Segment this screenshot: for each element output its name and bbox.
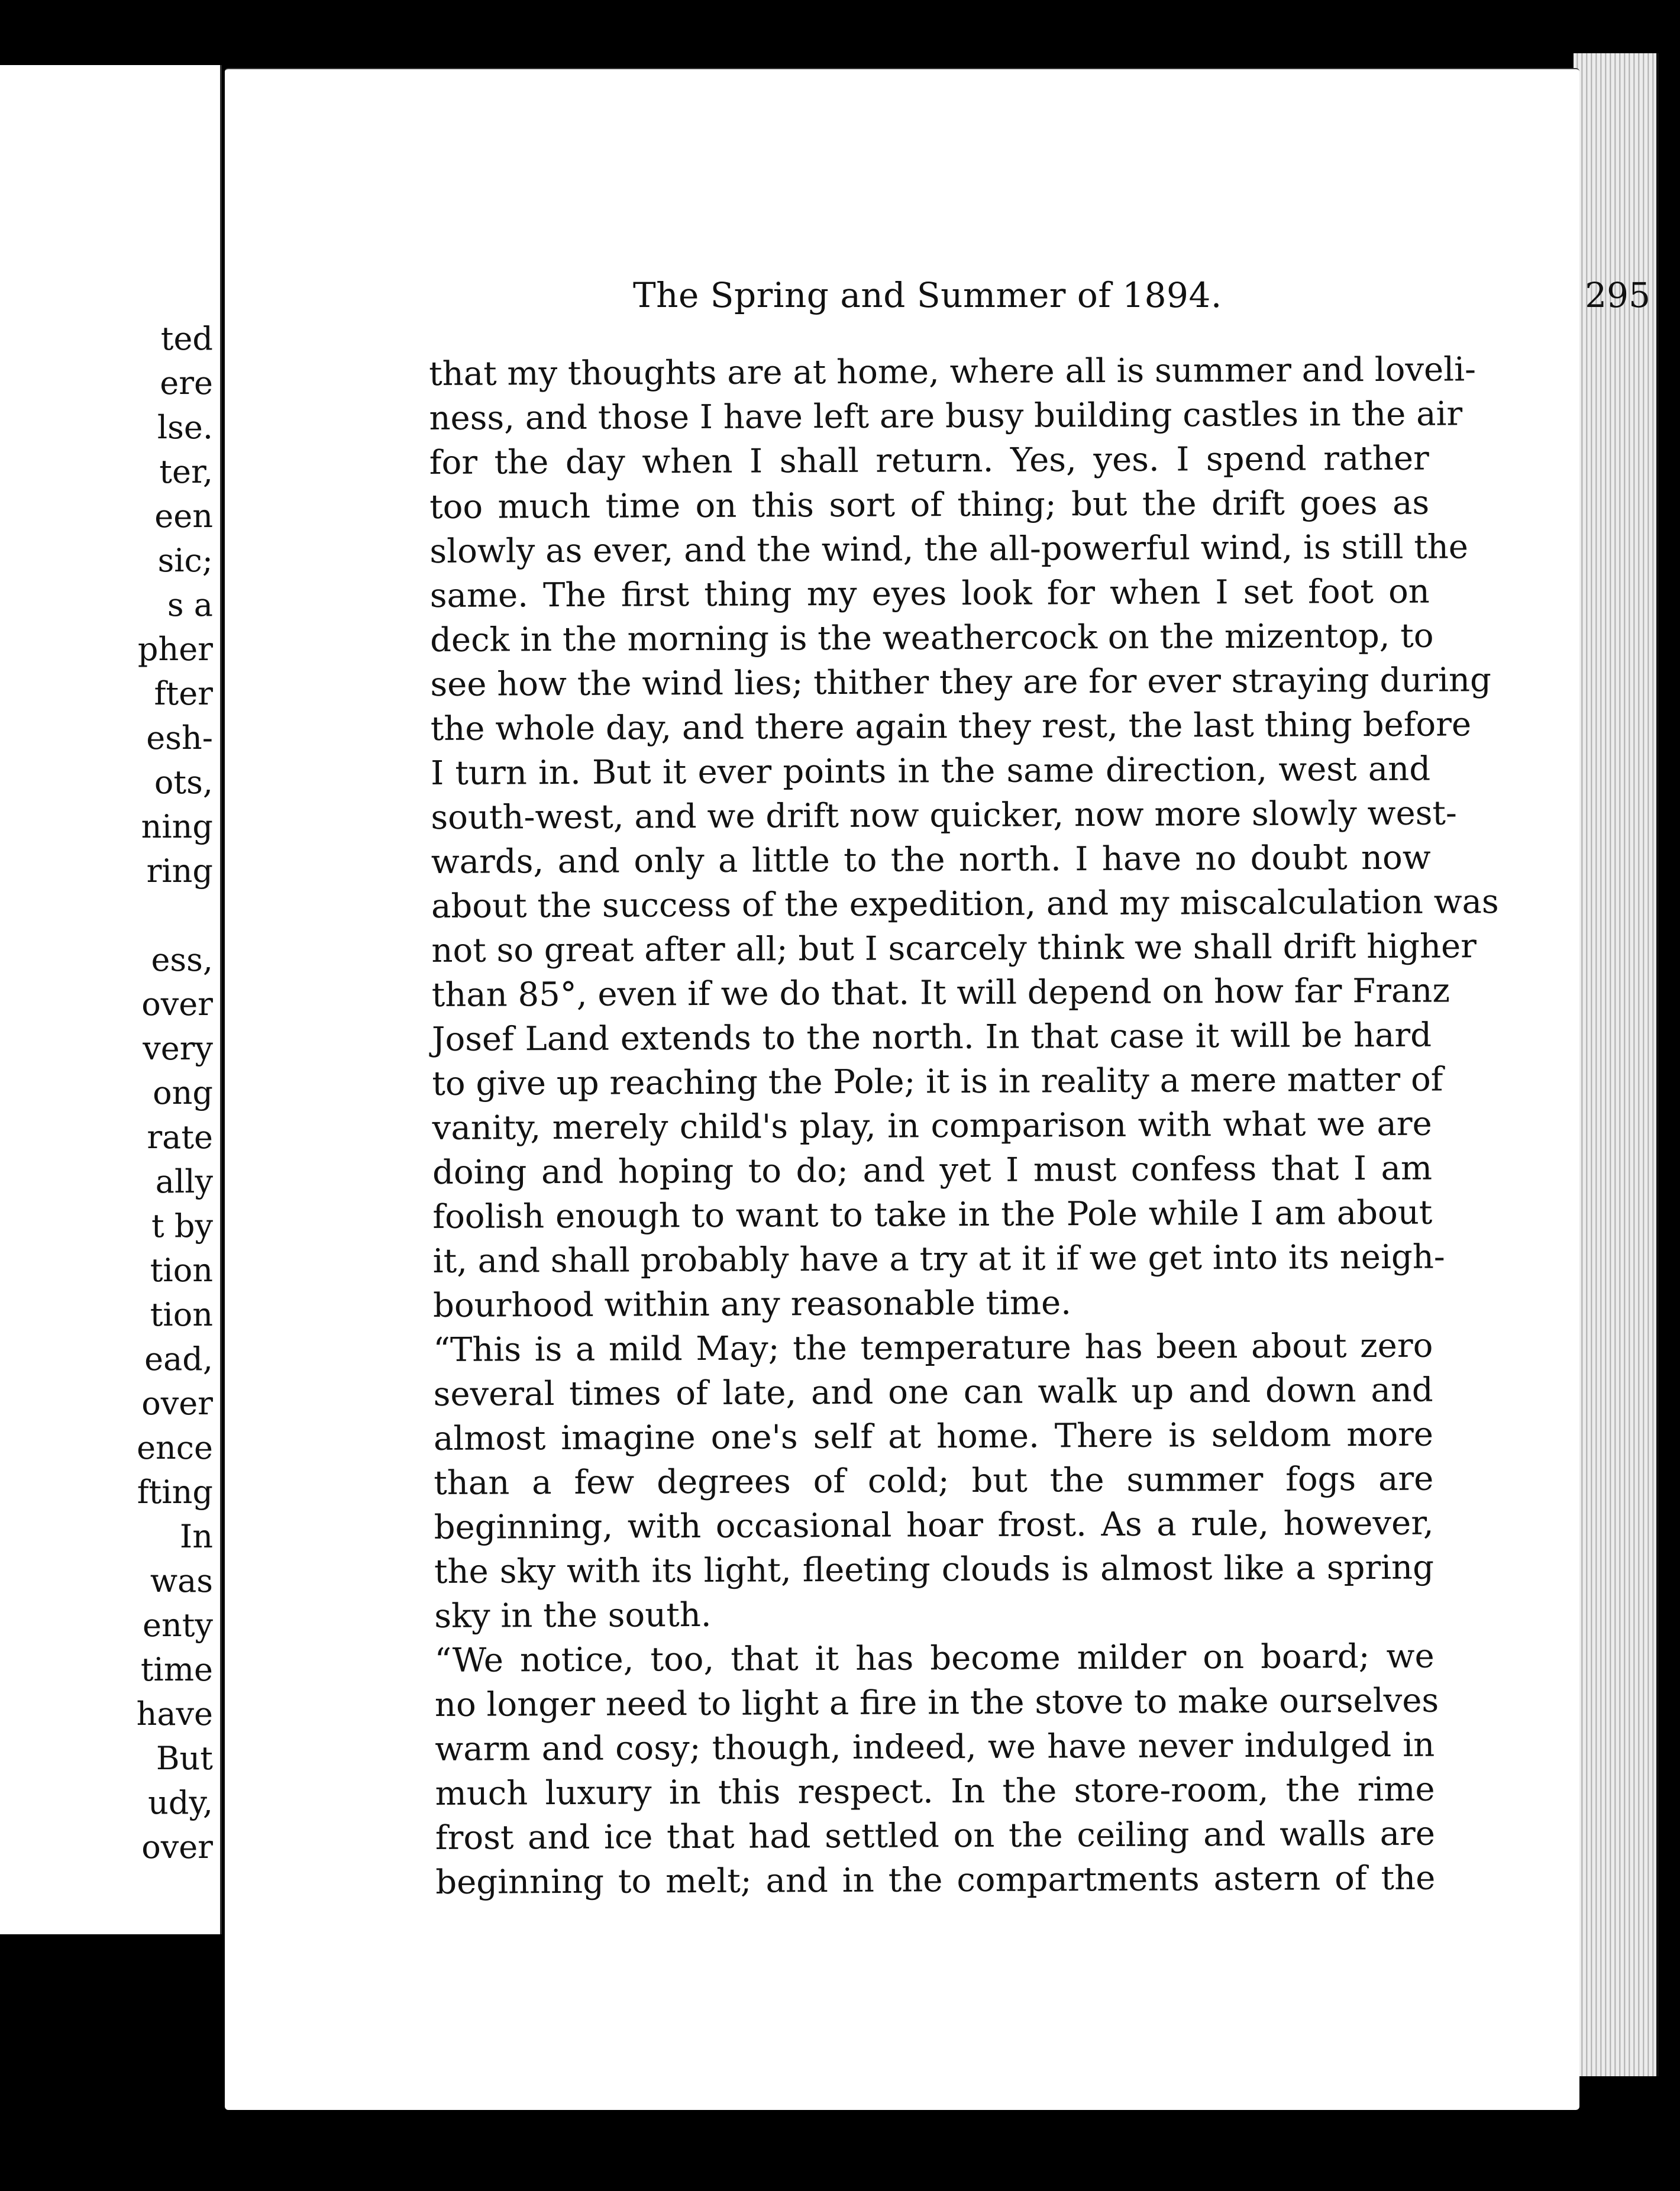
facing-page xyxy=(0,65,222,1934)
text-line: same. The first thing my eyes look for when I set foot on xyxy=(429,572,1430,615)
facing-line: time xyxy=(140,1651,213,1688)
text-line: much luxury in this respect. In the store-room, the rime xyxy=(435,1770,1435,1813)
facing-line: ally xyxy=(155,1163,213,1200)
facing-line: fter xyxy=(154,675,213,712)
facing-line: ead, xyxy=(144,1340,213,1378)
text-line: doing and hoping to do; and yet I must confess that I am xyxy=(432,1149,1433,1192)
facing-line: was xyxy=(150,1562,213,1599)
text-line: slowly as ever, and the wind, the all-powerful wind, is still the xyxy=(429,528,1469,571)
text-line: Josef Land extends to the north. In that case it will be hard xyxy=(431,1016,1432,1059)
facing-line: ess, xyxy=(151,941,213,978)
text-line: the whole day, and there again they rest, the last thing before xyxy=(430,705,1472,748)
text-line: beginning to melt; and in the compartments astern of the xyxy=(435,1859,1436,1902)
facing-line: udy, xyxy=(148,1784,213,1821)
text-line: sky in the south. xyxy=(434,1595,712,1636)
facing-line: t by xyxy=(151,1207,213,1245)
page-number: 295 xyxy=(1585,275,1650,315)
text-line: deck in the morning is the weathercock on the mizentop, to xyxy=(429,616,1434,660)
facing-line: lse. xyxy=(157,409,213,446)
text-line: “This is a mild May; the temperature has been about zero xyxy=(433,1326,1433,1369)
text-line: south-west, and we drift now quicker, now more slowly west- xyxy=(431,794,1457,837)
facing-line: een xyxy=(154,497,213,535)
text-line: bourhood within any reasonable time. xyxy=(432,1284,1072,1325)
facing-page-text xyxy=(0,316,213,1869)
text-line: foolish enough to want to take in the Pole while I am about xyxy=(432,1193,1433,1236)
text-line: that my thoughts are at home, where all is summer and loveli- xyxy=(429,350,1477,393)
facing-line: tion xyxy=(150,1252,213,1289)
facing-line: ring xyxy=(146,852,213,890)
text-line: too much time on this sort of thing; but the drift goes as xyxy=(429,483,1430,526)
text-line: vanity, merely child's play, in comparison with what we are xyxy=(432,1104,1432,1148)
facing-line: ning xyxy=(141,808,213,845)
text-line: than 85°, even if we do that. It will depend on how far Franz xyxy=(431,971,1450,1014)
text-line: not so great after all; but I scarcely think we shall drift higher xyxy=(431,927,1477,970)
facing-line: sic; xyxy=(157,542,213,579)
text-line: the sky with its light, fleeting clouds is almost like a spring xyxy=(434,1548,1435,1591)
text-line: ness, and those I have left are busy building castles in the air xyxy=(429,395,1463,438)
running-head xyxy=(633,275,1650,322)
facing-line: over xyxy=(141,1828,213,1866)
facing-line: very xyxy=(143,1030,213,1067)
text-line: for the day when I shall return. Yes, yes. I spend rather xyxy=(429,439,1429,482)
facing-line: have xyxy=(136,1695,213,1733)
facing-line: ere xyxy=(160,364,213,402)
text-line: “We notice, too, that it has become milder on board; we xyxy=(434,1637,1435,1680)
facing-line: over xyxy=(141,985,213,1023)
text-line: wards, and only a little to the north. I have no doubt now xyxy=(431,838,1431,881)
facing-line: rate xyxy=(147,1119,213,1156)
text-line: almost imagine one's self at home. There is seldom more xyxy=(433,1415,1434,1458)
facing-line: pher xyxy=(137,631,213,668)
facing-line: In xyxy=(179,1518,213,1555)
text-line: it, and shall probably have a try at it if we get into its neigh- xyxy=(432,1237,1445,1281)
facing-line: fting xyxy=(137,1473,213,1511)
text-line: frost and ice that had settled on the ceiling and walls are xyxy=(435,1814,1436,1857)
running-title: The Spring and Summer of 1894. xyxy=(633,275,1222,315)
facing-line: s a xyxy=(167,586,213,623)
facing-line xyxy=(0,893,213,938)
text-line: no longer need to light a fire in the stove to make ourselves xyxy=(434,1681,1439,1724)
facing-line: ots, xyxy=(154,764,213,801)
body-text xyxy=(429,348,1499,1905)
facing-line: ted xyxy=(160,320,213,357)
text-line: several times of late, and one can walk up and down and xyxy=(433,1371,1433,1414)
book-page xyxy=(225,68,1650,2110)
facing-line: enty xyxy=(143,1607,213,1644)
facing-line: over xyxy=(141,1385,213,1422)
page-edges xyxy=(1574,53,1659,2076)
text-line: to give up reaching the Pole; it is in reality a mere matter of xyxy=(432,1060,1443,1103)
facing-line: But xyxy=(156,1740,213,1777)
facing-line: tion xyxy=(150,1296,213,1333)
text-line: beginning, with occasional hoar frost. As a rule, however, xyxy=(434,1504,1434,1547)
facing-line: ter, xyxy=(159,453,213,490)
text-line: about the success of the expedition, and my miscalculation was xyxy=(431,883,1499,926)
text-line: warm and cosy; though, indeed, we have never indulged in xyxy=(435,1725,1435,1769)
text-line: than a few degrees of cold; but the summer fogs are xyxy=(434,1459,1434,1502)
facing-line: ence xyxy=(137,1429,213,1466)
facing-line: ong xyxy=(153,1074,213,1111)
text-line: see how the wind lies; thither they are for ever straying during xyxy=(430,661,1492,704)
text-line: I turn in. But it ever points in the same direction, west and xyxy=(430,749,1431,793)
facing-line: esh- xyxy=(146,719,213,757)
